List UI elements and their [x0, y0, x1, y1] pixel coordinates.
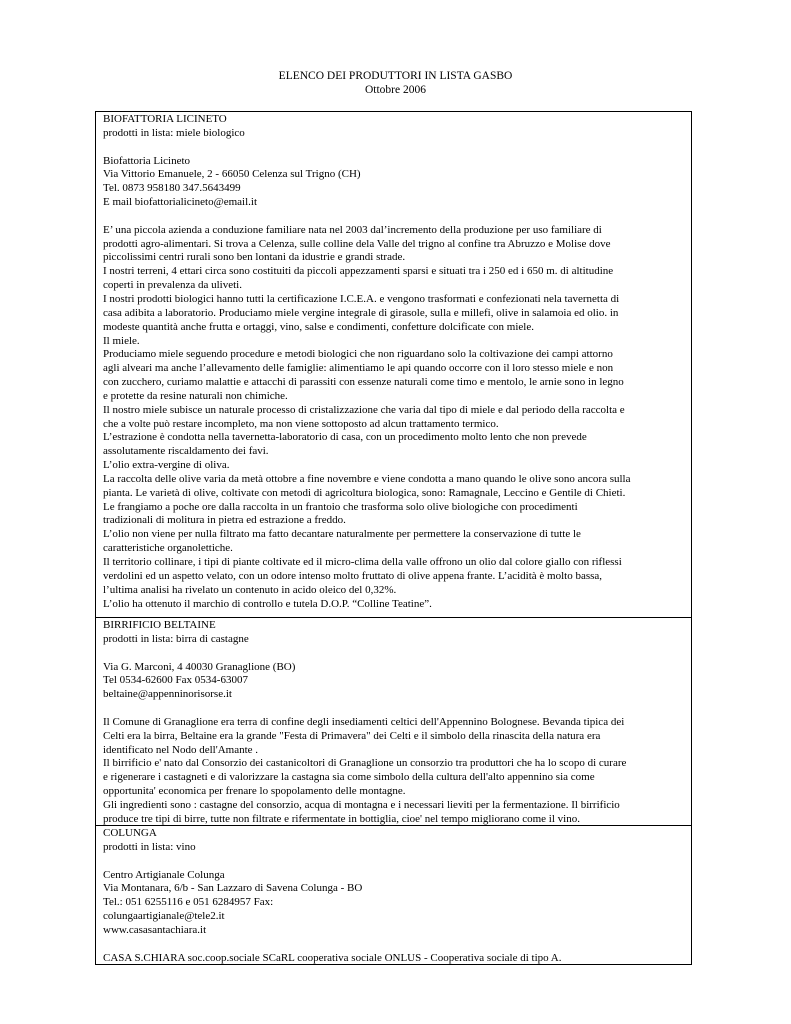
description-line: L’estrazione è condotta nella tavernetta-laboratorio di casa, con un procedimento molto lento che non prevede — [103, 431, 587, 444]
contact-line: Via G. Marconi, 4 40030 Granaglione (BO) — [103, 660, 296, 673]
description-line: Il birrificio e' nato dal Consorzio dei castanicoltori di Granaglione un consorzio tra produttori che ha lo scopo di curare — [103, 757, 627, 770]
document-date: Ottobre 2006 — [364, 84, 426, 96]
blank-line — [103, 938, 684, 952]
description-line: identificato nel Nodo dell'Amante . — [103, 743, 259, 756]
producers-table — [95, 111, 692, 965]
producer-name: BIOFATTORIA LICINETO — [103, 113, 227, 125]
description-line: Il nostro miele subisce un naturale processo di cristalizzazione che varia dal tipo di miele e dal periodo della raccolta e — [103, 403, 625, 416]
document-header — [0, 69, 791, 97]
producer-products: prodotti in lista: miele biologico — [103, 126, 245, 139]
description-line: L’olio ha ottenuto il marchio di controllo e tutela D.O.P. “Colline Teatine”. — [103, 597, 432, 610]
producer-section — [96, 825, 691, 964]
description-line: CASA S.CHIARA soc.coop.sociale SCaRL cooperativa sociale ONLUS - Cooperativa sociale di tipo A. — [103, 951, 562, 964]
producer-section — [96, 112, 691, 617]
description-line: con zucchero, curiamo malattie e attacchi di parassiti con essenze naturali come timo e mentolo, le arnie sono in legno — [103, 376, 624, 389]
description-line: casa adibita a laboratorio. Produciamo miele vergine integrale di girasole, sulla e millefi, olive in salamoia ed olio. in — [103, 306, 619, 319]
contact-line: Biofattoria Licineto — [103, 154, 191, 167]
producer-products: prodotti in lista: vino — [103, 840, 196, 853]
description-line: piccolissimi centri rurali sono ben lontani da idustrie e grandi strade. — [103, 251, 406, 264]
description-line: Gli ingredienti sono : castagne del consorzio, acqua di montagna e i necessari lieviti per la fermentazione. Il birrificio — [103, 798, 620, 811]
description-line: e protette da resine naturali non chimiche. — [103, 389, 288, 402]
description-line: opportunita' economica per frenare lo spopolamento delle montagne. — [103, 785, 406, 798]
description-line: verdolini ed un aspetto velato, con un odore intenso molto fruttato di olive appena frante. L’acidità è molto bassa, — [103, 569, 603, 582]
blank-line — [103, 210, 684, 224]
contact-line: E mail biofattorialicineto@email.it — [103, 196, 257, 209]
contact-line: www.casasantachiara.it — [103, 923, 207, 936]
blank-line — [103, 855, 684, 869]
description-line: assolutamente riscaldamento dei favi. — [103, 445, 269, 458]
description-line: Celti era la birra, Beltaine era la grande "Festa di Primavera" dei Celti e il simbolo della rinascita della natura era — [103, 729, 601, 742]
description-line: E’ una piccola azienda a conduzione familiare nata nel 2003 dal’incremento della produzione per uso familiare di — [103, 223, 602, 236]
contact-line: Centro Artigianale Colunga — [103, 868, 225, 881]
contact-line: Via Montanara, 6/b - San Lazzaro di Savena Colunga - BO — [103, 882, 363, 895]
description-line: Produciamo miele seguendo procedure e metodi biologici che non riguardano solo la coltivazione dei campi attorno — [103, 348, 613, 361]
description-line: L’olio extra-vergine di oliva. — [103, 459, 230, 472]
description-line: agli alveari ma anche l’allevamento delle famiglie: alimentiamo le api quando occorre con il loro stesso miele e non — [103, 362, 614, 375]
description-line: L’olio non viene per nulla filtrato ma fatto decantare naturalmente per permettere la conservazione di tutte le — [103, 528, 581, 541]
description-line: La raccolta delle olive varia da metà ottobre a fine novembre e viene condotta a mano quando le olive sono ancora sulla — [103, 472, 631, 485]
contact-line: Tel. 0873 958180 347.5643499 — [103, 182, 241, 195]
producer-products: prodotti in lista: birra di castagne — [103, 632, 249, 645]
contact-line: beltaine@appenninorisorse.it — [103, 688, 232, 701]
blank-line — [103, 702, 684, 716]
blank-line — [103, 647, 684, 661]
description-line: Il Comune di Granaglione era terra di confine degli insediamenti celtici dell'Appennino Bolognese. Bevanda tipica dei — [103, 715, 625, 728]
contact-line: colungaartigianale@tele2.it — [103, 910, 225, 923]
description-line: coperti in prevalenza da uliveti. — [103, 279, 242, 292]
description-line: Il territorio collinare, i tipi di piante coltivate ed il micro-clima della valle offrono un olio dal colore giallo con riflessi — [103, 556, 622, 568]
description-line: Il miele. — [103, 334, 140, 347]
description-line: Le frangiamo a poche ore dalla raccolta in un frantoio che trasforma solo olive biologiche con procedimenti — [103, 500, 578, 513]
description-line: I nostri terreni, 4 ettari circa sono costituiti da piccoli appezzamenti sparsi e situati tra i 250 ed i 650 m. di altitudine — [103, 265, 614, 278]
producer-name: BIRRIFICIO BELTAINE — [103, 619, 216, 631]
contact-line: Tel.: 051 6255116 e 051 6284957 Fax: — [103, 896, 274, 909]
description-line: caratteristiche organolettiche. — [103, 542, 233, 555]
blank-line — [103, 141, 684, 155]
description-line: tradizionali di molitura in pietra ed estrazione a freddo. — [103, 514, 346, 527]
producer-section — [96, 617, 691, 825]
contact-line: Via Vittorio Emanuele, 2 - 66050 Celenza sul Trigno (CH) — [103, 168, 361, 181]
description-line: I nostri prodotti biologici hanno tutti la certificazione I.C.E.A. e vengono trasformati e confezionati nela tavernetta di — [103, 292, 620, 305]
document-title: ELENCO DEI PRODUTTORI IN LISTA GASBO — [278, 70, 513, 82]
producer-name: COLUNGA — [103, 827, 157, 839]
description-line: e rigenerare i castagneti e di valorizzare la castagna sia come simbolo della cultura dell'alto appennino sia come — [103, 771, 595, 784]
description-line: prodotti agro-alimentari. Si trova a Celenza, sulle colline dela Valle del trigno al confine tra Abruzzo e Molise dove — [103, 237, 611, 250]
description-line: modeste quantità anche frutta e ortaggi, vino, salse e condimenti, confetture dolcificate con miele. — [103, 320, 534, 333]
contact-line: Tel 0534-62600 Fax 0534-63007 — [103, 674, 248, 687]
description-line: che a volte può restare incompleto, ma non viene sottoposto ad alcun trattamento termico. — [103, 417, 499, 430]
description-line: l’ultima analisi ha rivelato un contenuto in acido oleico del 0,32%. — [103, 583, 397, 596]
description-line: pianta. Le varietà di olive, coltivate con metodi di agricoltura biologica, sono: Ramagnale, Leccino e Gentile di Chieti. — [103, 486, 626, 499]
description-line: produce tre tipi di birre, tutte non filtrate e rifermentate in bottiglia, cioe' nel tempo migliorano come il vino. — [103, 812, 580, 825]
